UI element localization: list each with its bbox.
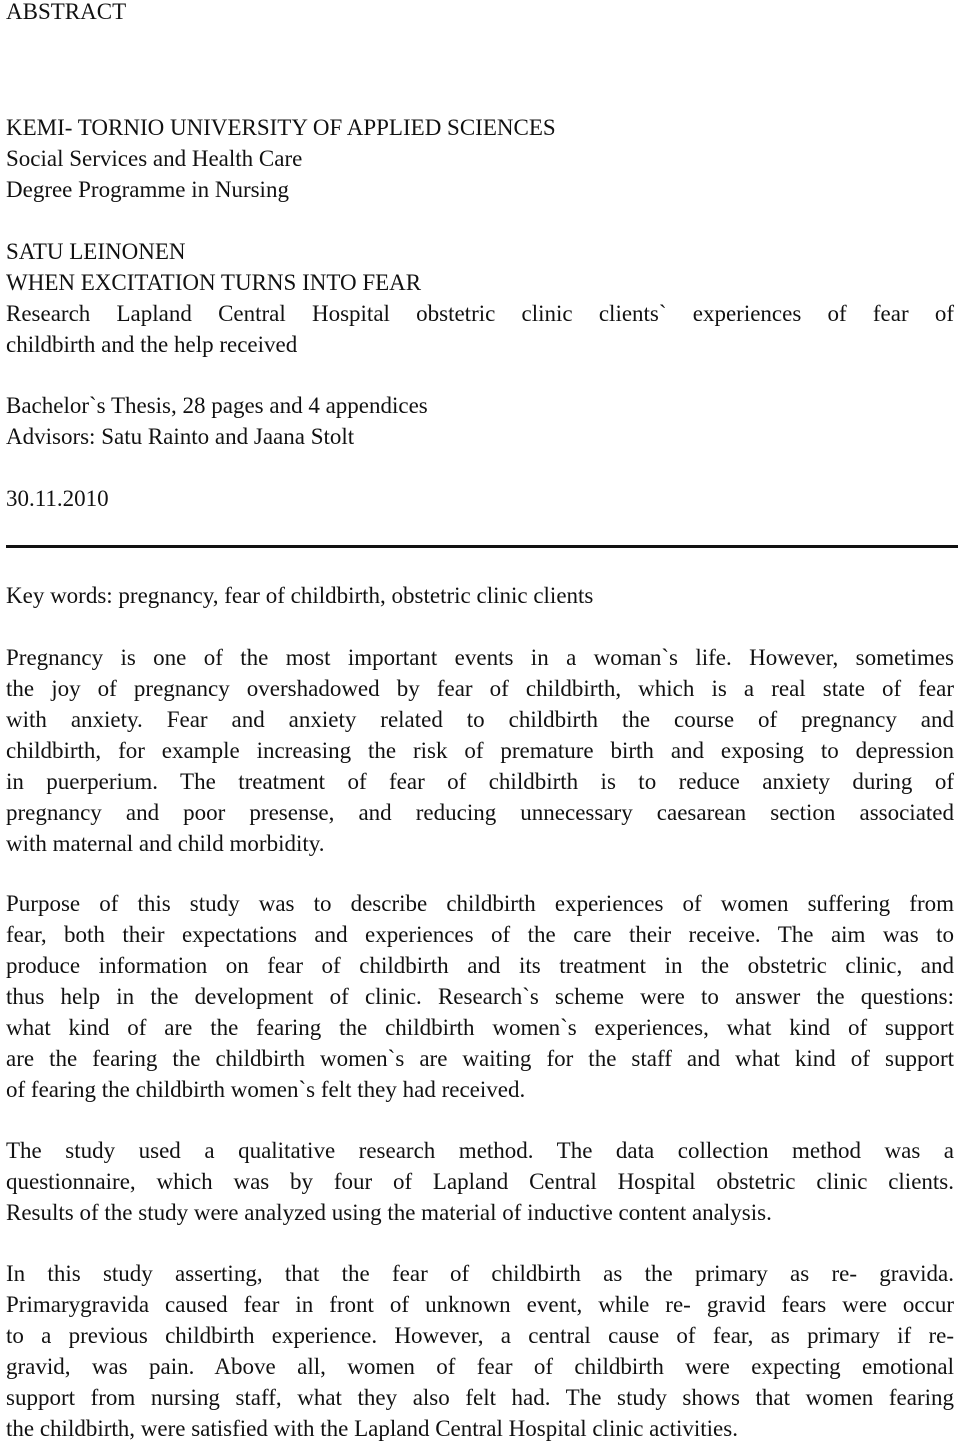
paragraph-line: pregnancy and poor presense, and reducing unnecessary caesarean section associated [6,800,954,825]
paragraph-line: thus help in the development of clinic. Research`s scheme were to answer the questions: [6,984,954,1009]
paragraph-line: with anxiety. Fear and anxiety related to childbirth the course of pregnancy and [6,707,954,732]
paragraph-line: support from nursing staff, what they also felt had. The study shows that women fearing [6,1385,954,1410]
paragraph-line: Purpose of this study was to describe childbirth experiences of women suffering from [6,891,954,916]
thesis-subtitle-line: childbirth and the help received [6,332,298,357]
paragraph-line: fear, both their expectations and experiences of the care their receive. The aim was to [6,922,954,947]
paragraph-line: gravid, was pain. Above all, women of fear of childbirth were expecting emotional [6,1354,954,1379]
abstract-paragraph [6,642,954,859]
paragraph-line: questionnaire, which was by four of Lapland Central Hospital obstetric clinic clients. [6,1169,954,1194]
abstract-paragraph [6,1258,954,1444]
author-name: SATU LEINONEN [6,239,186,264]
paragraph-line: the joy of pregnancy overshadowed by fear of childbirth, which is a real state of fear [6,676,954,701]
paragraph-line: are the fearing the childbirth women`s are waiting for the staff and what kind of support [6,1046,954,1071]
thesis-info-block [6,390,954,452]
paragraph-line: In this study asserting, that the fear of childbirth as the primary as re- gravida. [6,1261,954,1286]
institution-name: KEMI- TORNIO UNIVERSITY OF APPLIED SCIENCES [6,115,556,140]
author-title-block [6,236,954,360]
paragraph-line: to a previous childbirth experience. However, a central cause of fear, as primary if re- [6,1323,954,1348]
paragraph-line: of fearing the childbirth women`s felt they had received. [6,1077,526,1102]
keywords: Key words: pregnancy, fear of childbirth, obstetric clinic clients [6,583,594,608]
paragraph-line: childbirth, for example increasing the risk of premature birth and exposing to depression [6,738,954,763]
thesis-date: 30.11.2010 [6,486,109,511]
paragraph-line: Primarygravida caused fear in front of unknown event, while re- gravid fears were occur [6,1292,954,1317]
paragraph-line: Pregnancy is one of the most important events in a woman`s life. However, sometimes [6,645,954,670]
paragraph-line: with maternal and child morbidity. [6,831,325,856]
faculty-name: Social Services and Health Care [6,146,303,171]
thesis-subtitle-line: Research Lapland Central Hospital obstetric clinic clients` experiences of fear of [6,301,954,326]
abstract-paragraph [6,1135,954,1228]
thesis-title: WHEN EXCITATION TURNS INTO FEAR [6,270,422,295]
abstract-paragraph [6,888,954,1105]
paragraph-line: the childbirth, were satisfied with the Lapland Central Hospital clinic activities. [6,1416,738,1441]
header-divider [6,545,958,548]
title-block [6,112,954,205]
paragraph-line: what kind of are the fearing the childbirth women`s experiences, what kind of support [6,1015,954,1040]
abstract-heading: ABSTRACT [6,0,127,24]
advisors: Advisors: Satu Rainto and Jaana Stolt [6,424,355,449]
paragraph-line: The study used a qualitative research method. The data collection method was a [6,1138,954,1163]
paragraph-line: in puerperium. The treatment of fear of childbirth is to reduce anxiety during of [6,769,954,794]
paragraph-line: Results of the study were analyzed using the material of inductive content analysis. [6,1200,772,1225]
degree-programme: Degree Programme in Nursing [6,177,289,202]
paragraph-line: produce information on fear of childbirth and its treatment in the obstetric clinic, and [6,953,954,978]
thesis-info: Bachelor`s Thesis, 28 pages and 4 appendices [6,393,428,418]
